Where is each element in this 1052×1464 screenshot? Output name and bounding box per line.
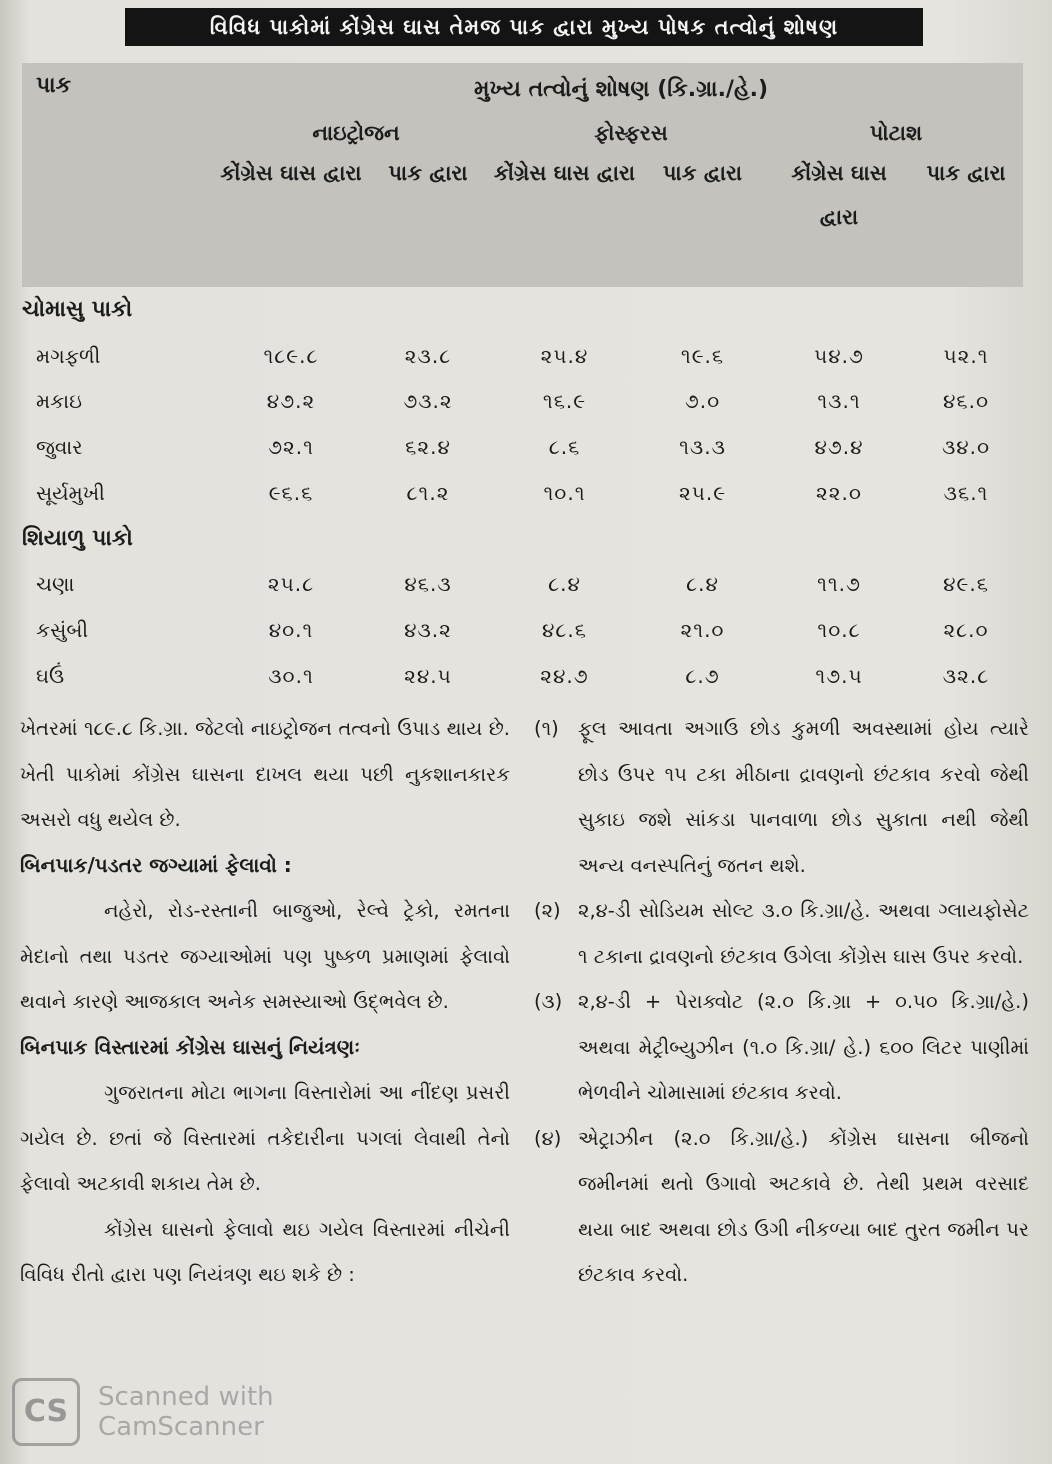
table-row bbox=[22, 470, 1023, 516]
crop-name: મકાઇ bbox=[36, 389, 82, 414]
list-item bbox=[534, 706, 1029, 888]
table-cell: ૮૧.૨ bbox=[406, 480, 450, 505]
crop-name: જુવાર bbox=[36, 435, 83, 460]
list-item bbox=[534, 979, 1029, 1116]
table-cell: ૪૬.૦ bbox=[943, 389, 990, 414]
left-column bbox=[20, 706, 510, 1298]
section-title: શિયાળુ પાકો bbox=[22, 526, 133, 552]
page-title: વિવિધ પાકોમાં કોંગ્રેસ ઘાસ તેમજ પાક દ્વારા મુખ્ય પોષક તત્વોનું શોષણ bbox=[125, 8, 923, 46]
paragraph: ખેતરમાં ૧૮૯.૮ કિ.ગ્રા. જેટલો નાઇટ્રોજન તત્વનો ઉપાડ થાય છે. ખેતી પાકોમાં કોંગ્રેસ ઘાસના દાખલ થયા પછી નુકશાનકારક અસરો વધુ થયેલ છે. bbox=[20, 717, 510, 831]
table-cell: ૧૩.૩ bbox=[679, 435, 726, 460]
table-cell: ૪૭.૪ bbox=[814, 435, 864, 460]
list-item bbox=[534, 888, 1029, 979]
section-heading: બિનપાક/પડતર જગ્યામાં ફેલાવો : bbox=[20, 852, 292, 877]
table-cell: ૭.૦ bbox=[684, 389, 721, 414]
table-cell: ૩૪.૦ bbox=[941, 435, 991, 460]
table-cell: ૨૫.૮ bbox=[267, 572, 315, 597]
table-cell: ૧૯.૬ bbox=[680, 343, 725, 368]
right-column bbox=[534, 706, 1029, 1298]
table-cell: ૩૨.૮ bbox=[942, 664, 990, 689]
watermark-line: Scanned with bbox=[98, 1382, 274, 1412]
table-cell: ૮.૬ bbox=[548, 435, 581, 460]
item-number: (૪) bbox=[534, 1126, 562, 1150]
table-cell: ૨૨.૦ bbox=[816, 480, 862, 505]
table-cell: ૧૩.૧ bbox=[817, 389, 861, 414]
table-cell: ૯૬.૬ bbox=[268, 480, 314, 505]
table-cell: ૨૮.૦ bbox=[943, 618, 989, 643]
item-text: ૨,૪-ડી + પેરાક્વોટ (૨.૦ કિ.ગ્રા + ૦.૫૦ કિ.ગ્રા/હે.) અથવા મેટ્રીબ્યુઝીન (૧.૦ કિ.ગ્રા/ હે.) ૬૦૦ લિટર પાણીમાં ભેળવીને ચોમાસામાં છંટકાવ કરવો. bbox=[578, 990, 1029, 1104]
main-header: મુખ્ય તત્વોનું શોષણ (કિ.ગ્રા./હે.) bbox=[474, 76, 769, 102]
table-cell: ૪૮.૬ bbox=[542, 618, 587, 643]
item-number: (૩) bbox=[534, 990, 563, 1013]
item-text: ફૂલ આવતા અગાઉ છોડ કુમળી અવસ્થામાં હોય ત્યારે છોડ ઉપર ૧૫ ટકા મીઠાના દ્રાવણનો છંટકાવ કરવો જેથી સુકાઇ જશે સાંકડા પાનવાળા છોડ સુકાતા નથી જેથી અન્ય વનસ્પતિનું જતન થશે. bbox=[578, 717, 1029, 877]
table-row bbox=[22, 424, 1023, 470]
crop-name: ચણા bbox=[36, 572, 75, 597]
section-title: ચોમાસુ પાકો bbox=[22, 297, 133, 323]
table-cell: ૭૨.૧ bbox=[268, 435, 314, 460]
table-cell: ૨૫.૯ bbox=[678, 480, 727, 505]
subheader-crop: પાક દ્વારા bbox=[388, 161, 468, 185]
nutrient-header-potash: પોટાશ bbox=[869, 120, 923, 145]
table-cell: ૨૩.૮ bbox=[404, 343, 452, 368]
table-cell: ૪૩.૨ bbox=[404, 618, 452, 643]
item-text: એટ્રાઝીન (૨.૦ કિ.ગ્રા/હે.) કોંગ્રેસ ઘાસના બીજનો જમીનમાં થતો ઉગાવો અટકાવે છે. તેથી પ્રથમ વરસાદ થયા બાદ અથવા છોડ ઉગી નીકળ્યા બાદ તુરત જમીન પર છંટકાવ કરવો. bbox=[578, 1126, 1029, 1286]
item-number: (૨) bbox=[534, 899, 561, 922]
paragraph: ગુજરાતના મોટા ભાગના વિસ્તારોમાં આ નીંદણ પ્રસરી ગયેલ છે. છતાં જે વિસ્તારમાં તકેદારીના પગલાં લેવાથી તેનો ફેલાવો અટકાવી શકાય તેમ છે. bbox=[20, 1081, 510, 1195]
table-cell: ૪૭.૨ bbox=[266, 389, 316, 414]
table-cell: ૮.૪ bbox=[686, 572, 719, 597]
table-cell: ૪૦.૧ bbox=[268, 618, 314, 643]
table-row bbox=[22, 607, 1023, 653]
item-number: (૧) bbox=[534, 717, 559, 740]
nutrient-header-nitrogen: નાઇટ્રોજન bbox=[312, 120, 400, 145]
table-cell: ૫૨.૧ bbox=[943, 343, 989, 368]
table-cell: ૩૬.૧ bbox=[943, 480, 989, 505]
paragraph: નહેરો, રોડ-રસ્તાની બાજુઓ, રેલ્વે ટ્રેકો, રમતના મેદાનો તથા પડતર જગ્યાઓમાં પણ પુષ્કળ પ્રમાણમાં ફેલાવો થવાને કારણે આજકાલ અનેક સમસ્યાઓ ઉદ્ભવેલ છે. bbox=[20, 899, 510, 1013]
table-cell: ૧૬.૯ bbox=[542, 389, 587, 414]
nutrient-table bbox=[22, 63, 1023, 699]
list-item bbox=[534, 1116, 1029, 1298]
table-row bbox=[22, 333, 1023, 379]
table-cell: ૧૮૯.૮ bbox=[263, 343, 319, 368]
table-cell: ૮.૪ bbox=[548, 572, 581, 597]
table-cell: ૭૩.૨ bbox=[403, 389, 453, 414]
table-cell: ૨૪.૫ bbox=[404, 664, 452, 689]
crop-name: ઘઉં bbox=[36, 664, 65, 689]
subheader-weed: કોંગ્રેસ ઘાસ દ્વારા bbox=[493, 161, 636, 185]
table-cell: ૬૨.૪ bbox=[405, 435, 451, 460]
table-cell: ૧૦.૮ bbox=[817, 618, 861, 643]
table-cell: ૧૦.૧ bbox=[543, 480, 586, 505]
subheader-weed: કોંગ્રેસ ઘાસ દ્વારા bbox=[220, 161, 362, 185]
table-cell: ૪૯.૬ bbox=[943, 572, 989, 597]
subheader-weed: કોંગ્રેસ ઘાસ દ્વારા bbox=[791, 161, 887, 229]
table-cell: ૨૪.૭ bbox=[540, 664, 589, 689]
table-cell: ૪૬.૩ bbox=[404, 572, 452, 597]
table-cell: ૩૦.૧ bbox=[268, 664, 314, 689]
item-text: ૨,૪-ડી સોડિયમ સોલ્ટ ૩.૦ કિ.ગ્રા/હે. અથવા ગ્લાયફોસેટ ૧ ટકાના દ્રાવણનો છંટકાવ ઉગેલા કોંગ્રેસ ઘાસ ઉપર કરવો. bbox=[578, 899, 1029, 968]
table-cell: ૧૭.૫ bbox=[815, 664, 863, 689]
table-row bbox=[22, 379, 1023, 425]
camscanner-watermark bbox=[12, 1378, 274, 1446]
crop-name: સૂર્યમુખી bbox=[36, 480, 105, 505]
table-cell: ૨૧.૦ bbox=[680, 618, 725, 643]
table-cell: ૫૪.૭ bbox=[814, 343, 864, 368]
camscanner-logo-icon: CS bbox=[12, 1378, 80, 1446]
table-row bbox=[22, 653, 1023, 699]
crop-name: કસુંબી bbox=[36, 618, 89, 643]
paragraph: કોંગ્રેસ ઘાસનો ફેલાવો થઇ ગયેલ વિસ્તારમાં નીચેની વિવિધ રીતો દ્વારા પણ નિયંત્રણ થઇ શકે છે : bbox=[20, 1217, 510, 1286]
subheader-crop: પાક દ્વારા bbox=[926, 161, 1006, 185]
table-row bbox=[22, 562, 1023, 608]
table-cell: ૮.૭ bbox=[685, 664, 720, 689]
crop-column-header: પાક bbox=[36, 73, 72, 98]
nutrient-header-phosphorus: ફોસ્ફરસ bbox=[594, 120, 668, 145]
section-heading: બિનપાક વિસ્તારમાં કોંગ્રેસ ઘાસનું નિયંત્રણઃ bbox=[20, 1034, 360, 1059]
watermark-line: CamScanner bbox=[98, 1412, 264, 1442]
table-cell: ૧૧.૭ bbox=[817, 572, 861, 597]
subheader-crop: પાક દ્વારા bbox=[662, 161, 743, 185]
table-cell: ૨૫.૪ bbox=[540, 343, 589, 368]
crop-name: મગફળી bbox=[36, 343, 101, 368]
